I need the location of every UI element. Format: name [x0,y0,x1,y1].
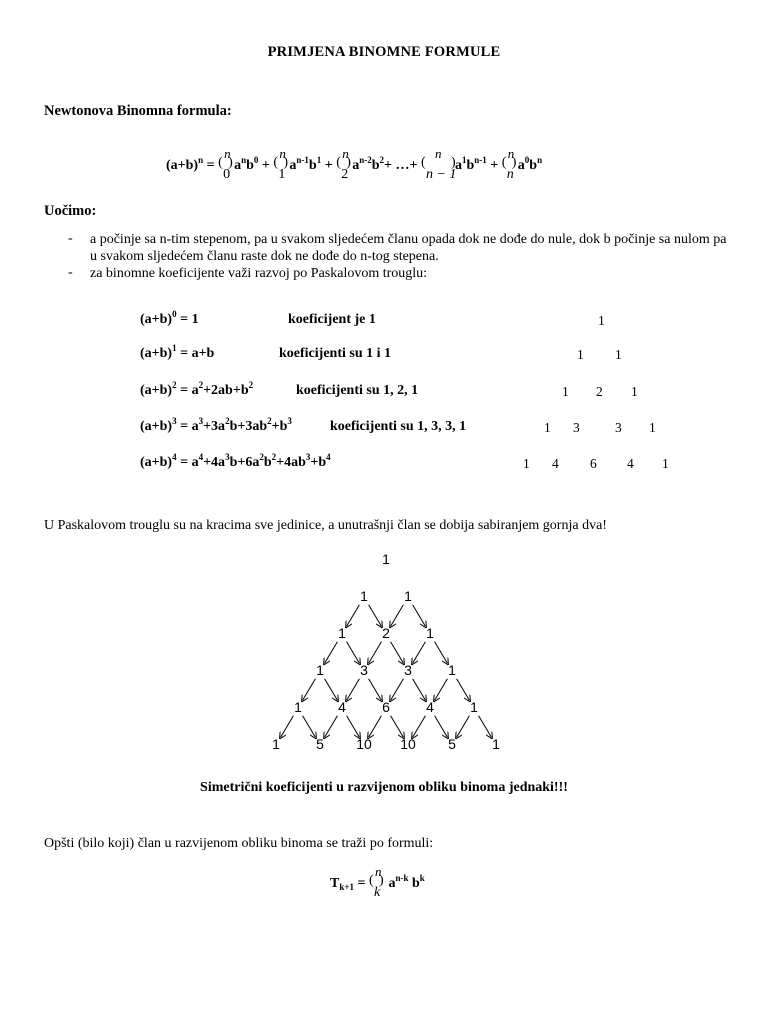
pascal-arrow [413,605,426,627]
newton-formula: $(a+b)^n$ = ( n 0 ) $a^nb^0$ + ( n 1 ) $a^{n-1}b^1$ + ( n 2 ) $a^{n-2}b^2+$ …+ ( n n − 1 ) $a^1b^{n-1}$ + ( n n ) $a^0b^n$ [166,145,543,182]
coefficient: 1 [598,313,605,328]
pascal-number: 4 [426,699,434,715]
coefficient: 4 [627,456,634,471]
page-title: PRIMJENA BINOMNE FORMULE [267,44,501,60]
pascal-arrow [391,605,404,627]
pascal-arrow [325,642,338,664]
pascal-arrow [413,642,426,664]
expansion-row-2: $(a+b)^2 = a^2+2ab+b^2$ [140,380,254,398]
pascal-number: 3 [360,662,368,678]
pascal-number: 1 [338,625,346,641]
expansion-row-4: $(a+b)^4 = a^4+4a^3b+6a^2b^2+4ab^3+b^4$ [140,452,331,470]
pascal-arrow [281,716,294,738]
expansion-label: koeficijenti su 1 i 1 [279,346,391,361]
pascal-number: 3 [404,662,412,678]
expansion-label: koeficijent je 1 [288,312,376,327]
general-term-sentence: Opšti (bilo koji) član u razvijenom obliku binoma se traži po formuli: [44,836,434,851]
pascal-arrows [260,548,520,763]
pascal-arrow [369,642,382,664]
pascal-sentence: U Paskalovom trouglu su na kracima sve jedinice, a unutrašnji član se dobija sabiranjem gornja dva! [44,518,607,533]
pascal-number: 1 [470,699,478,715]
pascal-arrow [479,716,492,738]
uocimo-heading: Uočimo: [44,203,97,219]
coefficient: 4 [552,456,559,471]
pascal-arrow [369,679,382,701]
pascal-number: 4 [338,699,346,715]
pascal-number: 1 [272,736,280,752]
pascal-number: 10 [356,736,372,752]
coefficient: 1 [544,420,551,435]
symmetric-note: Simetrični koeficijenti u razvijenom obliku binoma jednaki!!! [200,780,568,795]
pascal-number: 1 [316,662,324,678]
pascal-arrow [325,716,338,738]
coefficient: 3 [615,420,622,435]
pascal-number: 5 [448,736,456,752]
bullet-text: za binomne koeficijente važi razvoj po Paskalovom trouglu: [90,266,428,281]
pascal-arrow [391,642,404,664]
pascal-triangle [260,548,520,763]
coefficient: 1 [562,384,569,399]
coefficient: 1 [577,347,584,362]
pascal-arrow [303,679,316,701]
coefficient: 1 [631,384,638,399]
pascal-arrow [369,605,382,627]
expansion-label: koeficijenti su 1, 3, 3, 1 [330,419,467,434]
coefficient: 1 [662,456,669,471]
coefficient: 1 [649,420,656,435]
expansion-row-1: $(a+b)^1 = a+b$ [140,343,215,361]
pascal-number: 1 [404,588,412,604]
bullet-dash: - [68,265,73,280]
pascal-number: 1 [360,588,368,604]
pascal-arrow [303,716,316,738]
pascal-number: 1 [492,736,500,752]
pascal-arrow [435,679,448,701]
pascal-arrow [457,679,470,701]
pascal-arrow [325,679,338,701]
pascal-arrow [413,716,426,738]
coefficient: 1 [615,347,622,362]
pascal-arrow [413,679,426,701]
pascal-number: 1 [426,625,434,641]
general-term-formula: $T_{k+1}$ = ( n k ) $a^{n-k}$ $b^k$ [330,863,425,900]
coefficient: 1 [523,456,530,471]
bullet-dash: - [68,231,73,246]
pascal-arrow [347,605,360,627]
pascal-arrow [435,642,448,664]
newton-heading: Newtonova Binomna formula: [44,103,232,119]
pascal-arrow [369,716,382,738]
pascal-number: 6 [382,699,390,715]
pascal-arrow [457,716,470,738]
bullet-text: a počinje sa n-tim stepenom, pa u svakom sljedećem članu opada dok ne dođe do nule, dok b počinje sa nulom pa u svakom sljedećem članu raste dok ne dođe do n-tog stepena. [90,232,727,264]
pascal-arrow [391,679,404,701]
pascal-number: 1 [382,551,390,567]
expansion-row-3: $(a+b)^3 = a^3+3a^2b+3ab^2+b^3$ [140,416,292,434]
pascal-number: 10 [400,736,416,752]
pascal-arrow [435,716,448,738]
pascal-number: 5 [316,736,324,752]
expansion-row-0: $(a+b)^0 = 1$ [140,309,199,327]
pascal-arrow [391,716,404,738]
pascal-number: 1 [448,662,456,678]
coefficient: 6 [590,456,597,471]
pascal-number: 2 [382,625,390,641]
expansion-label: koeficijenti su 1, 2, 1 [296,383,419,398]
pascal-number: 1 [294,699,302,715]
pascal-arrow [347,716,360,738]
coefficient: 2 [596,384,603,399]
pascal-arrow [347,679,360,701]
pascal-arrow [347,642,360,664]
coefficient: 3 [573,420,580,435]
